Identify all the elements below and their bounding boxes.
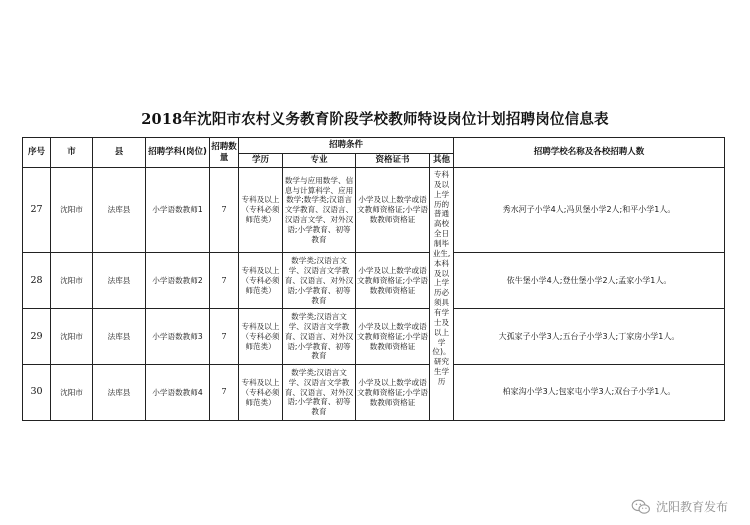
row-city: 沈阳市 (51, 168, 93, 253)
watermark-text: 沈阳教育发布 (655, 500, 728, 514)
row-seq: 29 (23, 309, 51, 365)
row-education: 专科及以上（专科必须师范类） (239, 168, 283, 253)
row-education: 专科及以上（专科必须师范类） (239, 253, 283, 309)
row-county: 法库县 (93, 168, 146, 253)
row-major: 数学类;汉语言文学、汉语言文学教育、汉语言、对外汉语;小学教育、初等教育 (284, 312, 354, 361)
row-count: 7 (210, 168, 239, 253)
row-subject: 小学语数教师1 (146, 168, 210, 253)
row-certificate: 小学及以上数学或语文教师资格证;小学语数教师资格证 (356, 365, 430, 421)
row-city: 沈阳市 (51, 253, 93, 309)
row-major: 数学与应用数学、信息与计算科学、应用数学;数学类;汉语言文学教育、汉语言、汉语言文学、对外汉语;小学教育、初等教育 (284, 175, 354, 244)
row-schools: 柏家沟小学3人;包家屯小学3人;双台子小学1人。 (454, 365, 725, 421)
header-schools: 招聘学校名称及各校招聘人数 (454, 138, 725, 168)
row-count: 7 (210, 309, 239, 365)
row-city: 沈阳市 (51, 309, 93, 365)
row-count: 7 (210, 365, 239, 421)
header-subject: 招聘学科(岗位) (146, 138, 210, 168)
row-county: 法库县 (93, 365, 146, 421)
row-education: 专科及以上（专科必须师范类） (239, 309, 283, 365)
table-row (23, 309, 725, 365)
table-row (23, 253, 725, 309)
header-county: 县 (93, 138, 146, 168)
row-subject: 小学语数教师2 (146, 253, 210, 309)
header-education: 学历 (239, 154, 283, 168)
row-seq: 30 (23, 365, 51, 421)
header-city: 市 (51, 138, 93, 168)
table-row (23, 365, 725, 421)
row-major-cell (283, 309, 356, 365)
header-conditions: 招聘条件 (239, 138, 454, 154)
row-certificate: 小学及以上数学或语文教师资格证;小学语数教师资格证 (356, 168, 430, 253)
row-certificate: 小学及以上数学或语文教师资格证;小学语数教师资格证 (356, 253, 430, 309)
other-cell (430, 168, 454, 421)
row-subject: 小学语数教师4 (146, 365, 210, 421)
row-county: 法库县 (93, 309, 146, 365)
row-schools: 秀水河子小学4人;冯贝堡小学2人;和平小学1人。 (454, 168, 725, 253)
row-subject: 小学语数教师3 (146, 309, 210, 365)
header-seq: 序号 (23, 138, 51, 168)
row-certificate: 小学及以上数学或语文教师资格证;小学语数教师资格证 (356, 309, 430, 365)
row-major: 数学类;汉语言文学、汉语言文学教育、汉语言、对外汉语;小学教育、初等教育 (284, 256, 354, 305)
watermark (631, 498, 728, 515)
row-schools: 依牛堡小学4人;登仕堡小学2人;孟家小学1人。 (454, 253, 725, 309)
row-city: 沈阳市 (51, 365, 93, 421)
row-major-cell (283, 365, 356, 421)
header-major: 专业 (283, 154, 356, 168)
row-count: 7 (210, 253, 239, 309)
wechat-icon (631, 499, 651, 515)
header-count: 招聘数量 (210, 138, 239, 168)
row-county: 法库县 (93, 253, 146, 309)
page-title: 2018年沈阳市农村义务教育阶段学校教师特设岗位计划招聘岗位信息表 (141, 111, 609, 128)
header-certificate: 资格证书 (356, 154, 430, 168)
header-other: 其他 (430, 154, 454, 168)
table-row (23, 168, 725, 253)
row-major-cell (283, 253, 356, 309)
row-seq: 28 (23, 253, 51, 309)
row-education: 专科及以上（专科必须师范类） (239, 365, 283, 421)
row-seq: 27 (23, 168, 51, 253)
row-major: 数学类;汉语言文学、汉语言文学教育、汉语言、对外汉语;小学教育、初等教育 (284, 367, 354, 417)
other-requirements: 专科及以上学历的普通高校全日制毕业生,本科及以上学历必须具有学士及以上学位)。研究生学历 (432, 170, 451, 387)
header-row (23, 138, 725, 154)
recruitment-table (22, 137, 725, 421)
row-major-cell (283, 168, 356, 253)
row-schools: 大孤家子小学3人;五台子小学3人;丁家房小学1人。 (454, 309, 725, 365)
